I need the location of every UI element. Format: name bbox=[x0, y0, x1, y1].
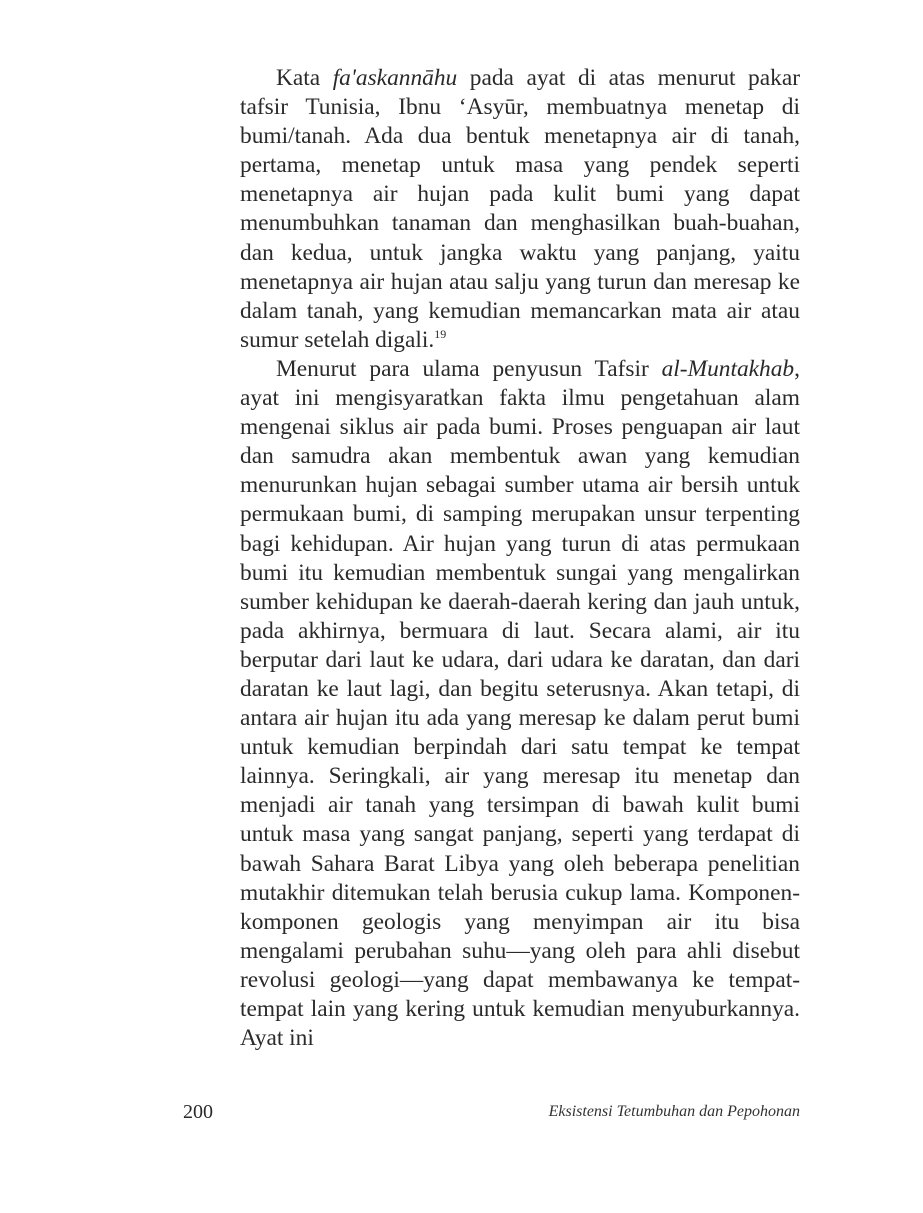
paragraph-1 bbox=[240, 64, 800, 355]
page-footer bbox=[183, 1101, 800, 1125]
paragraph-2-intro: Menurut para ulama penyusun Tafsir bbox=[276, 355, 662, 382]
paragraph-2 bbox=[240, 355, 800, 1053]
paragraph-1-intro: Kata bbox=[276, 65, 333, 91]
paragraph-1-body: pada ayat di atas menurut pakar tafsir Tunisia, Ibnu ‘Asyūr, membuatnya menetap di bumi/tanah. Ada dua bentuk menetapnya air di tanah, pertama, menetap untuk masa yang pendek seperti menetapnya air hujan pada kulit bumi yang dapat menumbuhkan tanaman dan menghasilkan buah-buahan, dan kedua, untuk jangka waktu yang panjang, yaitu menetapnya air hujan atau salju yang turun dan meresap ke dalam tanah, yang kemudian memancarkan mata air atau sumur setelah digali. bbox=[240, 65, 800, 353]
paragraph-2-body: , ayat ini mengisyaratkan fakta ilmu pengetahuan alam mengenai siklus air pada bumi. Proses penguapan air laut dan samudra akan membentuk awan yang kemudian menurunkan hujan sebagai sumber utama air bersih untuk permukaan bumi, di samping merupakan unsur terpenting bagi kehidupan. Air hujan yang turun di atas permukaan bumi itu kemudian membentuk sungai yang mengalirkan sumber kehidupan ke daerah-daerah kering dan jauh untuk, pada akhirnya, bermuara di laut. Secara alami, air itu berputar dari laut ke udara, dari udara ke daratan, dan dari daratan ke laut lagi, dan begitu seterusnya. Akan tetapi, di antara air hujan itu ada yang meresap ke dalam perut bumi untuk kemudian berpindah dari satu tempat ke tempat lainnya. Seringkali, air yang meresap itu menetap dan menjadi air tanah yang tersimpan di bawah kulit bumi untuk masa yang sangat panjang, seperti yang terdapat di bawah Sahara Barat Libya yang oleh beberapa penelitian mutakhir ditemukan telah berusia cukup lama. Komponen-komponen geologis yang menyimpan air itu bisa mengalami perubahan suhu—yang oleh para ahli disebut revolusi geologi—yang dapat membawanya ke tempat-tempat lain yang kering untuk kemudian menyuburkannya. Ayat ini bbox=[240, 355, 800, 1052]
body-text bbox=[240, 64, 800, 1053]
running-title: Eksistensi Tetumbuhan dan Pepohonan bbox=[548, 1103, 800, 1120]
footnote-marker-19[interactable]: 19 bbox=[434, 327, 447, 342]
term-al-muntakhab: al-Muntakhab bbox=[661, 355, 795, 382]
term-faaskannahu: fa'askannāhu bbox=[332, 65, 458, 91]
page-number: 200 bbox=[183, 1101, 213, 1123]
